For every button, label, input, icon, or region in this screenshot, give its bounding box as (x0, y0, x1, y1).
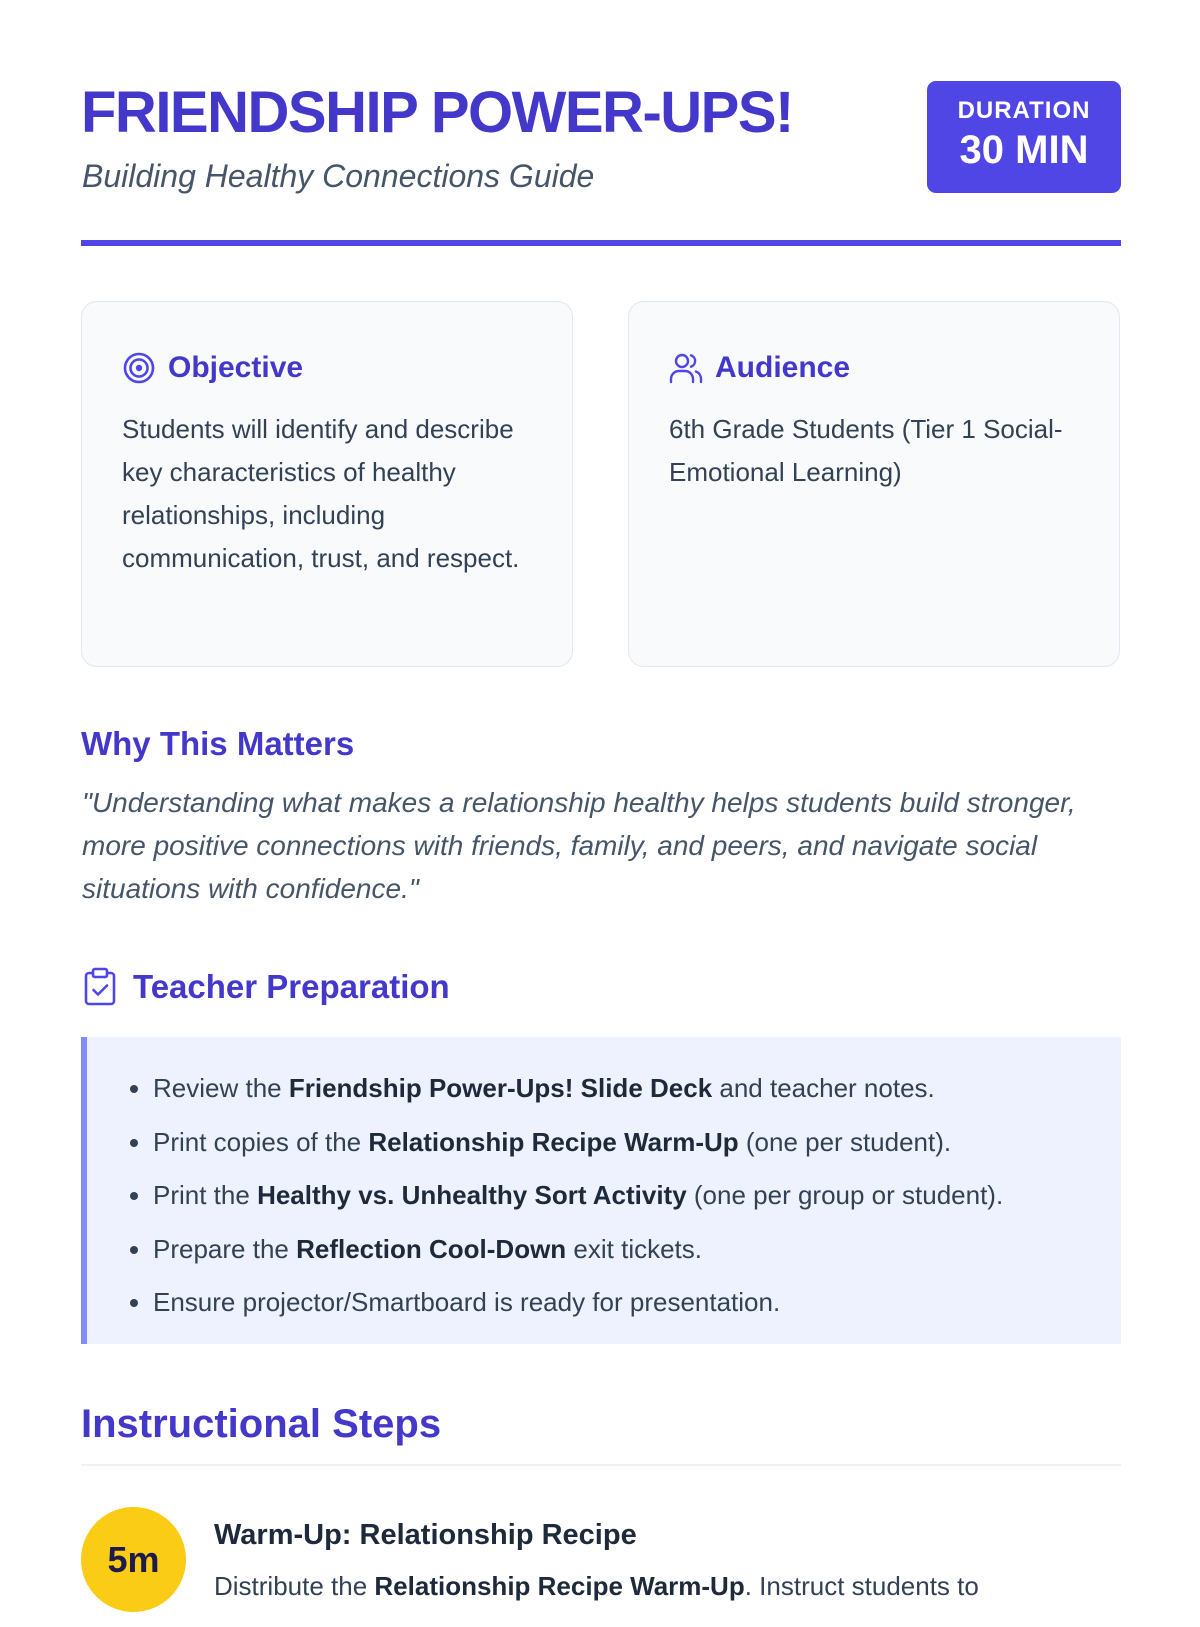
objective-card-header (122, 348, 532, 388)
clipboard-check-icon (81, 967, 119, 1007)
audience-card (628, 301, 1120, 667)
page-header (81, 0, 1121, 246)
objective-title: Objective (168, 351, 304, 384)
target-icon (122, 351, 156, 385)
list-item: • Ensure projector/Smartboard is ready for presentation. (153, 1276, 1121, 1330)
duration-value: 30 MIN (959, 128, 1089, 172)
steps-divider (81, 1464, 1121, 1466)
why-this-matters-quote: "Understanding what makes a relationship healthy helps students build stronger, more positive connections with friends, family, and peers, and navigate social situations with confidence." (82, 787, 1076, 904)
lesson-plan-page (81, 0, 1121, 1601)
list-item: • Print copies of the Relationship Recipe Warm-Up (one per student). (153, 1116, 1121, 1170)
step-description: Distribute the Relationship Recipe Warm-Up. Instruct students to (214, 1571, 979, 1601)
objective-card (81, 301, 573, 667)
step-warm-up (81, 1507, 1121, 1627)
step-title: Warm-Up: Relationship Recipe (214, 1519, 637, 1551)
instructional-steps-heading: Instructional Steps (81, 1402, 442, 1446)
header-divider (81, 240, 1121, 246)
list-item: • Review the Friendship Power-Ups! Slide Deck and teacher notes. (153, 1062, 1121, 1116)
teacher-preparation-title: Teacher Preparation (133, 968, 450, 1005)
info-cards (81, 301, 1121, 667)
objective-text: Students will identify and describe key characteristics of healthy relationships, including communication, trust, and respect. (122, 414, 520, 573)
list-item: • Prepare the Reflection Cool-Down exit tickets. (153, 1223, 1121, 1277)
page-subtitle: Building Healthy Connections Guide (82, 158, 595, 194)
step-time-badge: 5m (81, 1507, 186, 1612)
teacher-preparation-list (87, 1062, 1121, 1330)
audience-card-header (669, 348, 1079, 388)
audience-text: 6th Grade Students (Tier 1 Social-Emotional Learning) (669, 414, 1063, 487)
page-title: FRIENDSHIP POWER-UPS! (81, 80, 793, 145)
why-this-matters-heading: Why This Matters (81, 725, 355, 762)
users-icon (669, 351, 703, 385)
duration-label: DURATION (957, 97, 1091, 124)
audience-title: Audience (715, 351, 851, 384)
duration-badge (927, 81, 1121, 193)
teacher-preparation-box (81, 1037, 1121, 1344)
teacher-preparation-header (81, 964, 450, 1010)
list-item: • Print the Healthy vs. Unhealthy Sort Activity (one per group or student). (153, 1169, 1121, 1223)
